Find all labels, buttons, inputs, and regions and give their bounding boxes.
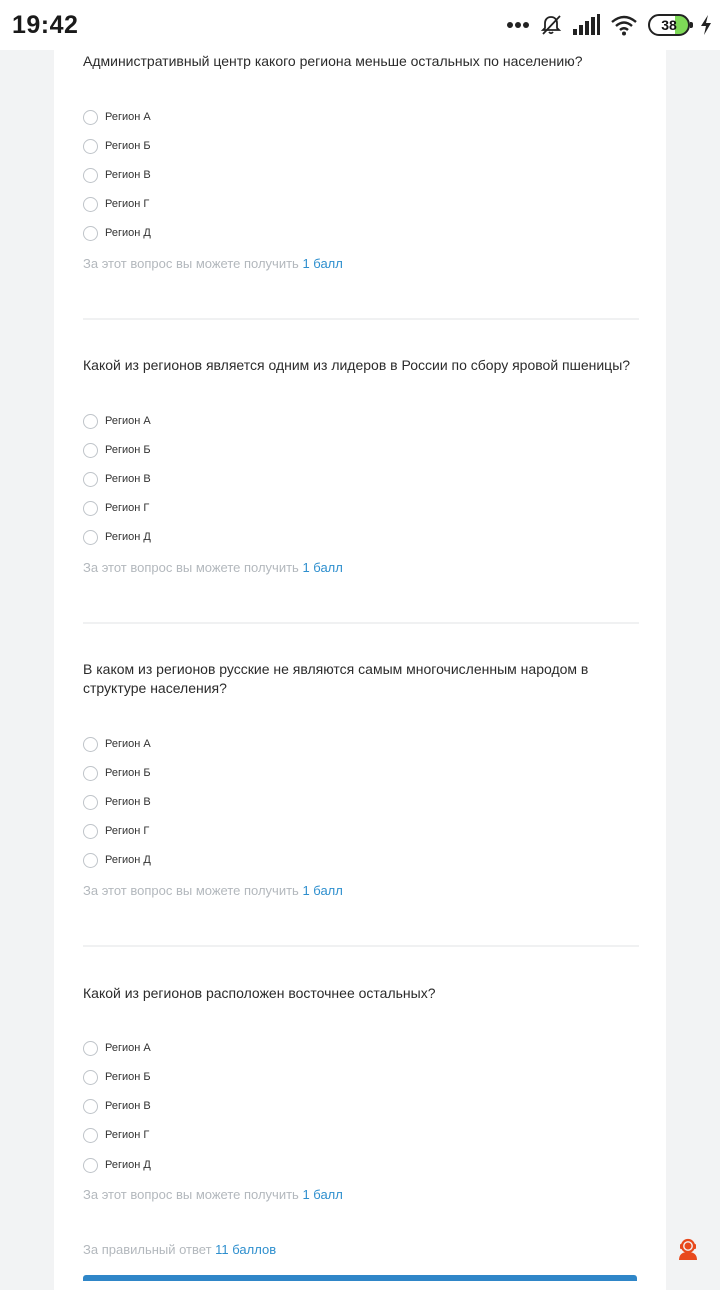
option-v[interactable] <box>83 166 151 184</box>
option-d[interactable] <box>83 1156 151 1174</box>
option-label: Регион Г <box>105 198 150 210</box>
total-points <box>83 1242 276 1257</box>
radio-button[interactable] <box>83 737 98 752</box>
points-prefix: За этот вопрос вы можете получить <box>83 883 299 898</box>
question-3 <box>83 660 639 898</box>
points-info <box>83 1187 343 1202</box>
radio-button[interactable] <box>83 168 98 183</box>
battery-icon <box>648 14 690 36</box>
option-d[interactable] <box>83 528 151 546</box>
radio-button[interactable] <box>83 1041 98 1056</box>
option-label: Регион Г <box>105 1129 150 1141</box>
option-g[interactable] <box>83 1126 149 1144</box>
radio-button[interactable] <box>83 472 98 487</box>
option-label: Регион А <box>105 738 151 750</box>
radio-button[interactable] <box>83 501 98 516</box>
more-dots-icon <box>506 21 530 29</box>
points-value: 1 балл <box>302 256 343 271</box>
option-label: Регион Б <box>105 140 151 152</box>
option-label: Регион В <box>105 796 151 808</box>
option-label: Регион Д <box>105 227 151 239</box>
option-v[interactable] <box>83 470 151 488</box>
radio-button[interactable] <box>83 530 98 545</box>
question-4 <box>83 984 639 1202</box>
radio-button[interactable] <box>83 139 98 154</box>
option-b[interactable] <box>83 137 151 155</box>
option-a[interactable] <box>83 412 151 430</box>
support-agent-icon[interactable] <box>677 1237 699 1261</box>
points-value: 1 балл <box>302 883 343 898</box>
status-time: 19:42 <box>12 11 79 39</box>
points-value: 1 балл <box>302 560 343 575</box>
radio-button[interactable] <box>83 197 98 212</box>
option-g[interactable] <box>83 195 149 213</box>
radio-button[interactable] <box>83 766 98 781</box>
radio-button[interactable] <box>83 443 98 458</box>
radio-button[interactable] <box>83 795 98 810</box>
option-g[interactable] <box>83 499 149 517</box>
option-label: Регион В <box>105 1100 151 1112</box>
option-label: Регион А <box>105 415 151 427</box>
battery-level: 38 <box>661 17 677 33</box>
question-text: Административный центр какого региона меньше остальных по населению? <box>83 53 583 69</box>
radio-button[interactable] <box>83 1158 98 1173</box>
option-a[interactable] <box>83 108 151 126</box>
radio-button[interactable] <box>83 414 98 429</box>
question-text: Какой из регионов является одним из лидеров в России по сбору яровой пшеницы? <box>83 357 631 373</box>
status-icons <box>506 10 712 40</box>
option-a[interactable] <box>83 1039 151 1057</box>
radio-button[interactable] <box>83 110 98 125</box>
option-v[interactable] <box>83 1097 151 1115</box>
option-label: Регион Б <box>105 1071 151 1083</box>
radio-button[interactable] <box>83 853 98 868</box>
option-a[interactable] <box>83 735 151 753</box>
signal-icon <box>572 14 600 36</box>
divider <box>83 622 639 624</box>
option-label: Регион Д <box>105 854 151 866</box>
radio-button[interactable] <box>83 1070 98 1085</box>
question-2 <box>83 356 639 575</box>
points-info <box>83 256 343 271</box>
option-label: Регион В <box>105 473 151 485</box>
option-label: Регион А <box>105 111 151 123</box>
divider <box>83 945 639 947</box>
question-text: В каком из регионов русские не являются самым многочисленным народом в структуре населения? <box>83 661 589 696</box>
points-info <box>83 883 343 898</box>
option-label: Регион Д <box>105 1159 151 1171</box>
option-b[interactable] <box>83 1068 151 1086</box>
radio-button[interactable] <box>83 824 98 839</box>
option-label: Регион Г <box>105 825 150 837</box>
points-prefix: За этот вопрос вы можете получить <box>83 560 299 575</box>
option-d[interactable] <box>83 851 151 869</box>
submit-button[interactable] <box>83 1275 637 1281</box>
option-label: Регион В <box>105 169 151 181</box>
option-label: Регион Б <box>105 444 151 456</box>
radio-button[interactable] <box>83 1099 98 1114</box>
option-b[interactable] <box>83 441 151 459</box>
radio-button[interactable] <box>83 1128 98 1143</box>
radio-button[interactable] <box>83 226 98 241</box>
question-text: Какой из регионов расположен восточнее остальных? <box>83 985 436 1001</box>
bell-muted-icon <box>540 14 562 36</box>
divider <box>83 318 639 320</box>
charging-bolt-icon <box>700 14 712 36</box>
wifi-icon <box>610 14 638 36</box>
option-d[interactable] <box>83 224 151 242</box>
option-v[interactable] <box>83 793 151 811</box>
points-value: 1 балл <box>302 1187 343 1202</box>
points-info <box>83 560 343 575</box>
quiz-card <box>54 30 666 1290</box>
points-prefix: За этот вопрос вы можете получить <box>83 256 299 271</box>
option-label: Регион Г <box>105 502 150 514</box>
option-label: Регион А <box>105 1042 151 1054</box>
option-label: Регион Д <box>105 531 151 543</box>
total-prefix: За правильный ответ <box>83 1242 212 1257</box>
option-label: Регион Б <box>105 767 151 779</box>
status-bar <box>0 0 720 50</box>
option-g[interactable] <box>83 822 149 840</box>
points-prefix: За этот вопрос вы можете получить <box>83 1187 299 1202</box>
option-b[interactable] <box>83 764 151 782</box>
question-1 <box>83 52 639 271</box>
total-value: 11 баллов <box>215 1242 277 1257</box>
